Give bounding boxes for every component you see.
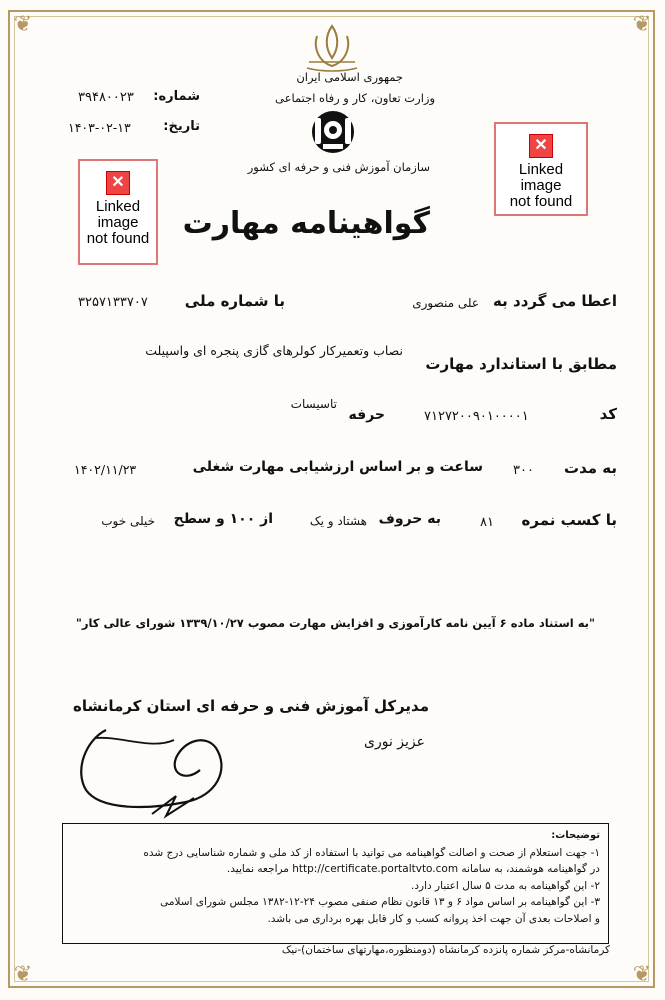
issuing-center: کرمانشاه-مرکز شماره پانزده کرمانشاه (دومنظوره،مهارتهای ساختمان)-نیک	[281, 944, 610, 956]
trade-value: تاسیسات	[290, 397, 337, 411]
notes-line: در گواهینامه هوشمند، به سامانه http://certificate.portaltvto.com مراجعه نمایید.	[226, 863, 600, 875]
notes-line: و اصلاحات بعدی آن جهت اخذ پروانه کسب و کار قابل بهره برداری می باشد.	[267, 912, 600, 925]
qr-placeholder	[494, 122, 588, 216]
hours-label: ساعت و بر اساس ارزشیابی مهارت شغلی	[192, 459, 483, 475]
code-value: ۷۱۲۷۲۰۰۹۰۱۰۰۰۰۱	[424, 409, 529, 424]
notes-box	[62, 823, 609, 944]
assessment-date: ۱۴۰۲/۱۱/۲۳	[74, 462, 137, 477]
tvto-logo-icon	[297, 108, 369, 158]
letters-value: هشتاد و یک	[309, 514, 367, 528]
broken-image-text: Linked	[95, 198, 141, 215]
trade-label: حرفه	[348, 407, 385, 423]
signature-icon	[66, 710, 236, 820]
notes-line: ۳- این گواهینامه بر اساس مواد ۶ و ۱۳ قانون نظام صنفی مصوب ۲۴-۱۲-۱۳۸۲ مجلس شورای اسلامی	[160, 896, 600, 908]
score-label: با کسب نمره	[521, 511, 617, 529]
signatory-name: عزیز نوری	[364, 734, 425, 750]
broken-image-text: image	[520, 177, 562, 194]
organization-name: سازمان آموزش فنی و حرفه ای کشور	[247, 160, 430, 174]
of-level-label: از ۱۰۰ و سطح	[173, 511, 273, 527]
certificate-title: گواهینامه مهارت	[182, 206, 430, 241]
broken-image-text: not found	[86, 230, 150, 247]
corner-ornament-icon: ❦	[632, 12, 652, 37]
letters-label: به حروف	[378, 511, 441, 527]
corner-ornament-icon: ❦	[13, 962, 33, 987]
date-label: تاریخ:	[163, 119, 200, 134]
duration-label: به مدت	[564, 459, 617, 477]
duration-value: ۳۰۰	[513, 463, 534, 478]
notes-line: ۲- این گواهینامه به مدت ۵ سال اعتبار دارد.	[411, 879, 600, 892]
iran-emblem-icon	[303, 22, 361, 74]
level-value: خیلی خوب	[101, 514, 155, 528]
broken-image-text: not found	[509, 193, 573, 210]
number-label: شماره:	[153, 89, 200, 104]
broken-image-text: Linked	[518, 161, 564, 178]
legal-basis: "به استناد ماده ۶ آیین نامه کارآموزی و افزایش مهارت مصوب ۱۳۳۹/۱۰/۲۷ شورای عالی کار"	[75, 616, 595, 630]
broken-image-icon: ✕	[529, 134, 553, 158]
awarded-label: اعطا می گردد به	[493, 292, 617, 310]
standard-value: نصاب وتعمیرکار کولرهای گازی پنجره ای واسپیلت	[145, 343, 403, 358]
corner-ornament-icon: ❦	[13, 12, 33, 37]
national-id-label: با شماره ملی	[184, 292, 285, 310]
date-value: ۱۴۰۳-۰۲-۱۳	[68, 120, 131, 135]
signatory-title: مدیرکل آموزش فنی و حرفه ای استان کرمانشاه	[73, 697, 429, 715]
republic-name: جمهوری اسلامی ایران	[296, 70, 403, 84]
number-value: ۳۹۴۸۰۰۲۳	[78, 90, 134, 105]
broken-image-text: image	[97, 214, 139, 231]
notes-line: ۱- جهت استعلام از صحت و اصالت گواهینامه می توانید با استفاده از کد ملی و شماره شناسایی درج شده	[143, 846, 600, 859]
notes-heading: توضیحات:	[551, 830, 600, 841]
corner-ornament-icon: ❦	[632, 962, 652, 987]
awarded-name: علی منصوری	[412, 296, 479, 310]
standard-label: مطابق با استاندارد مهارت	[425, 355, 617, 373]
ministry-name: وزارت تعاون، کار و رفاه اجتماعی	[275, 91, 435, 105]
code-label: کد	[599, 405, 617, 423]
score-value: ۸۱	[480, 515, 494, 530]
broken-image-icon: ✕	[106, 171, 130, 195]
photo-placeholder	[78, 159, 158, 265]
national-id-value: ۳۲۵۷۱۳۳۷۰۷	[78, 295, 148, 310]
